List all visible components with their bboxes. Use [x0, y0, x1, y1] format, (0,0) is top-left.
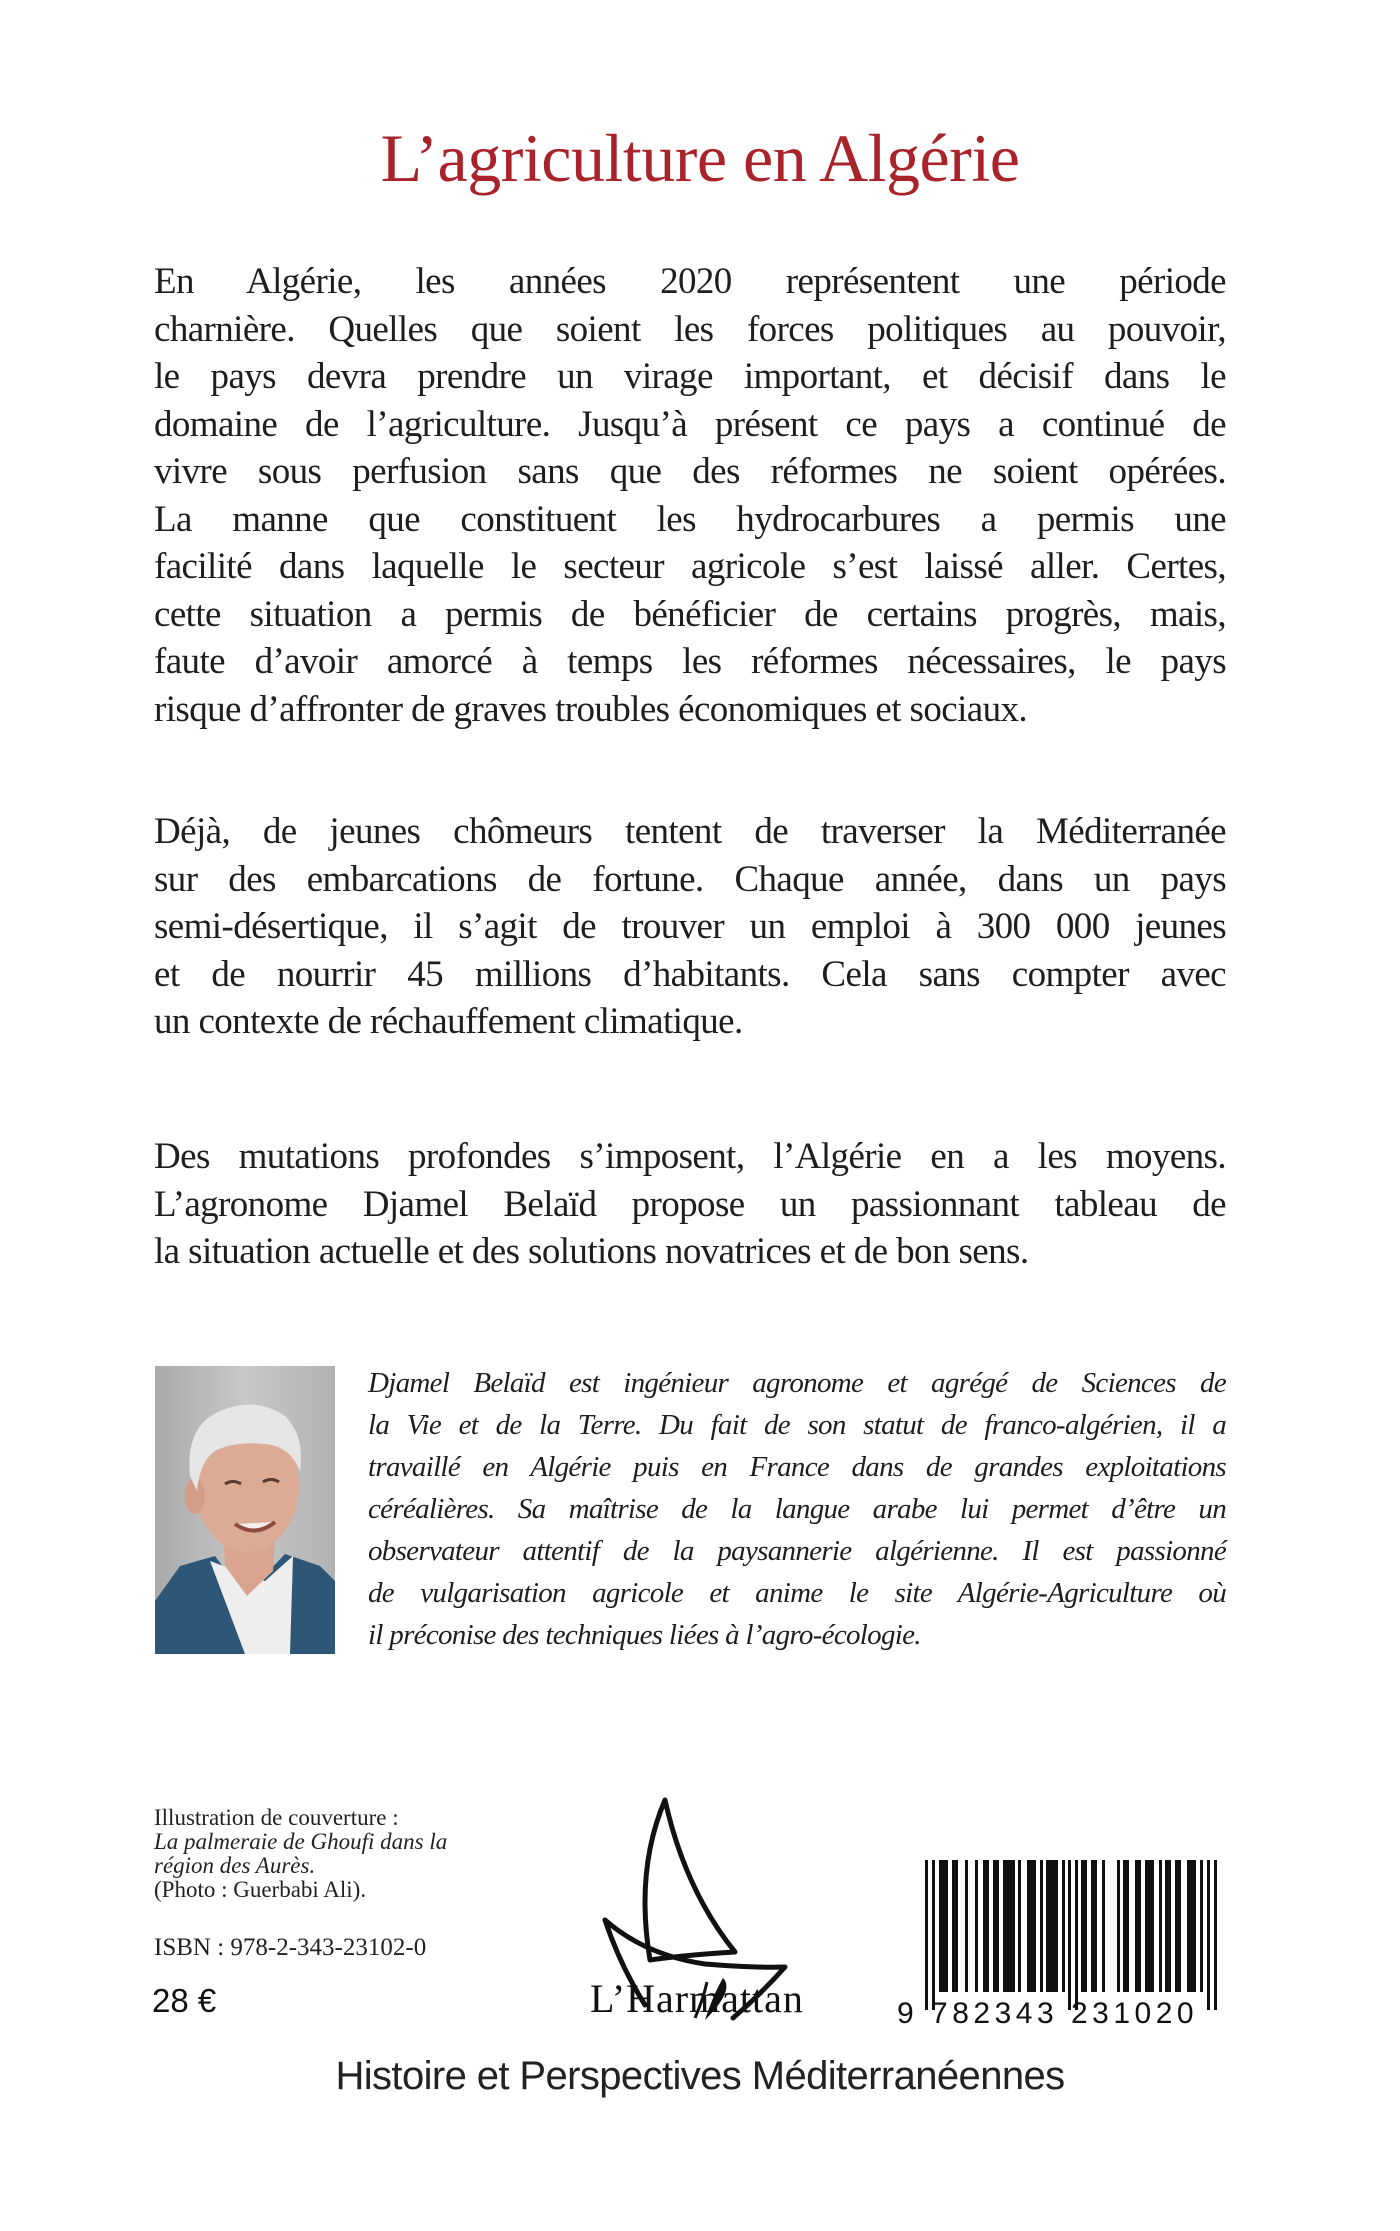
text-line: céréalières. Sa maîtrise de la langue arabe lui permet d’être un — [368, 1493, 1226, 1525]
text-line: faute d’avoir amorcé à temps les réformes nécessaires, le pays — [154, 641, 1226, 682]
text-line: un contexte de réchauffement climatique. — [154, 1001, 743, 1042]
text-line: charnière. Quelles que soient les forces politiques au pouvoir, — [154, 308, 1226, 350]
text-line: semi-désertique, il s’agit de trouver un emploi à 300 000 jeunes — [154, 906, 1226, 947]
text-line: L’agronome Djamel Belaïd propose un passionnant tableau de — [154, 1183, 1226, 1225]
book-title: L’agriculture en Algérie — [380, 120, 1020, 196]
text-line: En Algérie, les années 2020 représentent une période — [154, 261, 1226, 302]
text-line: facilité dans laquelle le secteur agricole s’est laissé aller. Certes, — [154, 546, 1226, 587]
text-line: domaine de l’agriculture. Jusqu’à présent ce pays a continué de — [154, 403, 1226, 445]
publisher-name: L’Harmattan — [590, 1976, 804, 2021]
text-line: il préconise des techniques liées à l’agro-écologie. — [368, 1619, 921, 1651]
text-line: la Vie et de la Terre. Du fait de son statut de franco-algérien, il a — [368, 1409, 1226, 1441]
text-line: observateur attentif de la paysannerie algérienne. Il est passionné — [368, 1535, 1226, 1567]
text-line: risque d’affronter de graves troubles économiques et sociaux. — [154, 688, 1028, 730]
author-photo — [155, 1366, 335, 1654]
text-line: cette situation a permis de bénéficier de certains progrès, mais, — [154, 593, 1226, 635]
series-title: Histoire et Perspectives Méditerranéennes — [335, 2054, 1065, 2098]
credit-label: Illustration de couverture : — [154, 1805, 399, 1830]
text-line: La manne que constituent les hydrocarbures a permis une — [154, 498, 1226, 540]
barcode-icon — [905, 1860, 1225, 2010]
price: 28 € — [152, 1982, 217, 2019]
credit-caption: La palmeraie de Ghoufi dans la — [154, 1829, 448, 1854]
author-name: Djamel Belaïd — [368, 1367, 545, 1399]
text-line: travaillé en Algérie puis en France dans de grandes exploitations — [368, 1451, 1226, 1483]
barcode-digits: 9 782343 231020 — [897, 1997, 1199, 2030]
credit-caption: région des Aurès. — [154, 1853, 316, 1878]
photo-credit: (Photo : Guerbabi Ali). — [154, 1877, 367, 1902]
text-line: et de nourrir 45 millions d’habitants. Cela sans compter avec — [154, 953, 1226, 995]
text-line: vivre sous perfusion sans que des réformes ne soient opérées. — [154, 451, 1226, 492]
cover-illustration-credit — [154, 1806, 554, 1902]
text-line: de vulgarisation agricole et anime le site Algérie-Agriculture où — [368, 1577, 1226, 1609]
isbn: ISBN : 978-2-343-23102-0 — [154, 1934, 427, 1961]
text-line: Déjà, de jeunes chômeurs tentent de traverser la Méditerranée — [154, 811, 1226, 852]
text-line: sur des embarcations de fortune. Chaque année, dans un pays — [154, 858, 1226, 900]
portrait-illustration-icon — [155, 1366, 335, 1654]
text-line — [368, 1362, 1226, 1404]
bio-text: est ingénieur agronome et agrégé de Sciences de — [544, 1367, 1226, 1399]
text-line: le pays devra prendre un virage important, et décisif dans le — [154, 356, 1226, 397]
blurb-paragraph-1 — [154, 258, 1226, 733]
text-line: Des mutations profondes s’imposent, l’Algérie en a les moyens. — [154, 1136, 1226, 1177]
author-bio — [368, 1362, 1226, 1656]
blurb-paragraph-2 — [154, 808, 1226, 1046]
text-line: la situation actuelle et des solutions novatrices et de bon sens. — [154, 1231, 1029, 1272]
blurb-paragraph-3 — [154, 1133, 1226, 1276]
